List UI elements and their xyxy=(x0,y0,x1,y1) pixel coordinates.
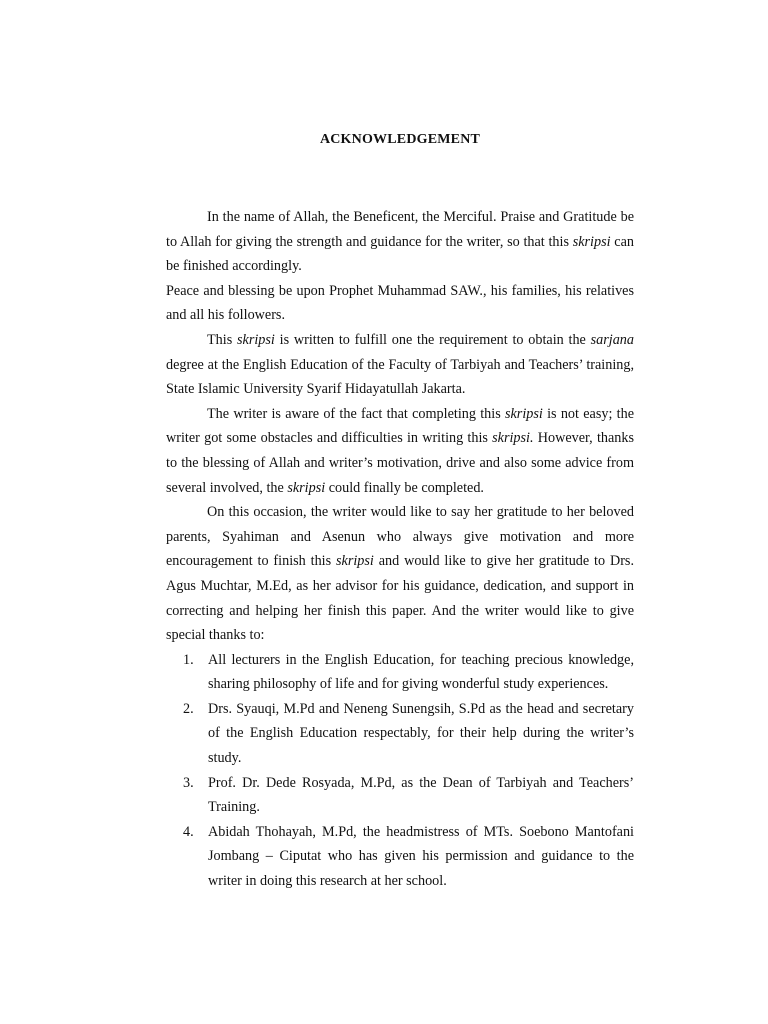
list-item-number: 4. xyxy=(183,823,194,840)
list-item-number: 3. xyxy=(183,774,194,791)
list-item-number: 1. xyxy=(183,651,194,668)
acknowledgement-body xyxy=(166,205,634,894)
list-item-text: Abidah Thohayah, M.Pd, the headmistress of MTs. Soebono Mantofani Jombang – Ciputat who has given his permission and guidance to the writer in doing this research at her school. xyxy=(208,823,634,890)
list-item xyxy=(166,771,634,820)
paragraph-purpose: This skripsi is written to fulfill one the requirement to obtain the sarjana degree at the English Education of the Faculty of Tarbiyah and Teachers’ training, State Islamic University Syarif Hidayatullah Jakarta. xyxy=(166,331,634,398)
paragraph-blessing: Peace and blessing be upon Prophet Muhammad SAW., his families, his relatives and all his followers. xyxy=(166,282,634,324)
list-item-text: Drs. Syauqi, M.Pd and Neneng Sunengsih, S.Pd as the head and secretary of the English Education respectably, for their help during the writer’s study. xyxy=(208,700,634,767)
paragraph-gratitude: On this occasion, the writer would like to say her gratitude to her beloved parents, Syahiman and Asenun who always give motivation and more encouragement to finish this skripsi and would like to give her gratitude to Drs. Agus Muchtar, M.Ed, as her advisor for his guidance, dedication, and support in correcting and helping her finish this paper. And the writer would like to give special thanks to: xyxy=(166,504,634,644)
list-item-text: Prof. Dr. Dede Rosyada, M.Pd, as the Dean of Tarbiyah and Teachers’ Training. xyxy=(208,774,634,816)
paragraph-opening: In the name of Allah, the Beneficent, the Merciful. Praise and Gratitude be to Allah for giving the strength and guidance for the writer, so that this skripsi can be finished accordingly. xyxy=(166,209,634,275)
paragraph-difficulties: The writer is aware of the fact that completing this skripsi is not easy; the writer got some obstacles and difficulties in writing this skripsi. However, thanks to the blessing of Allah and writer’s motivation, drive and also some advice from several involved, the skripsi could finally be completed. xyxy=(166,405,634,496)
list-item xyxy=(166,697,634,771)
list-item xyxy=(166,820,634,894)
page-title: ACKNOWLEDGEMENT xyxy=(319,132,481,147)
thanks-list xyxy=(166,648,634,894)
list-item-text: All lecturers in the English Education, for teaching precious knowledge, sharing philosophy of life and for giving wonderful study experiences. xyxy=(208,651,634,693)
list-item-number: 2. xyxy=(183,700,194,717)
list-item xyxy=(166,648,634,697)
